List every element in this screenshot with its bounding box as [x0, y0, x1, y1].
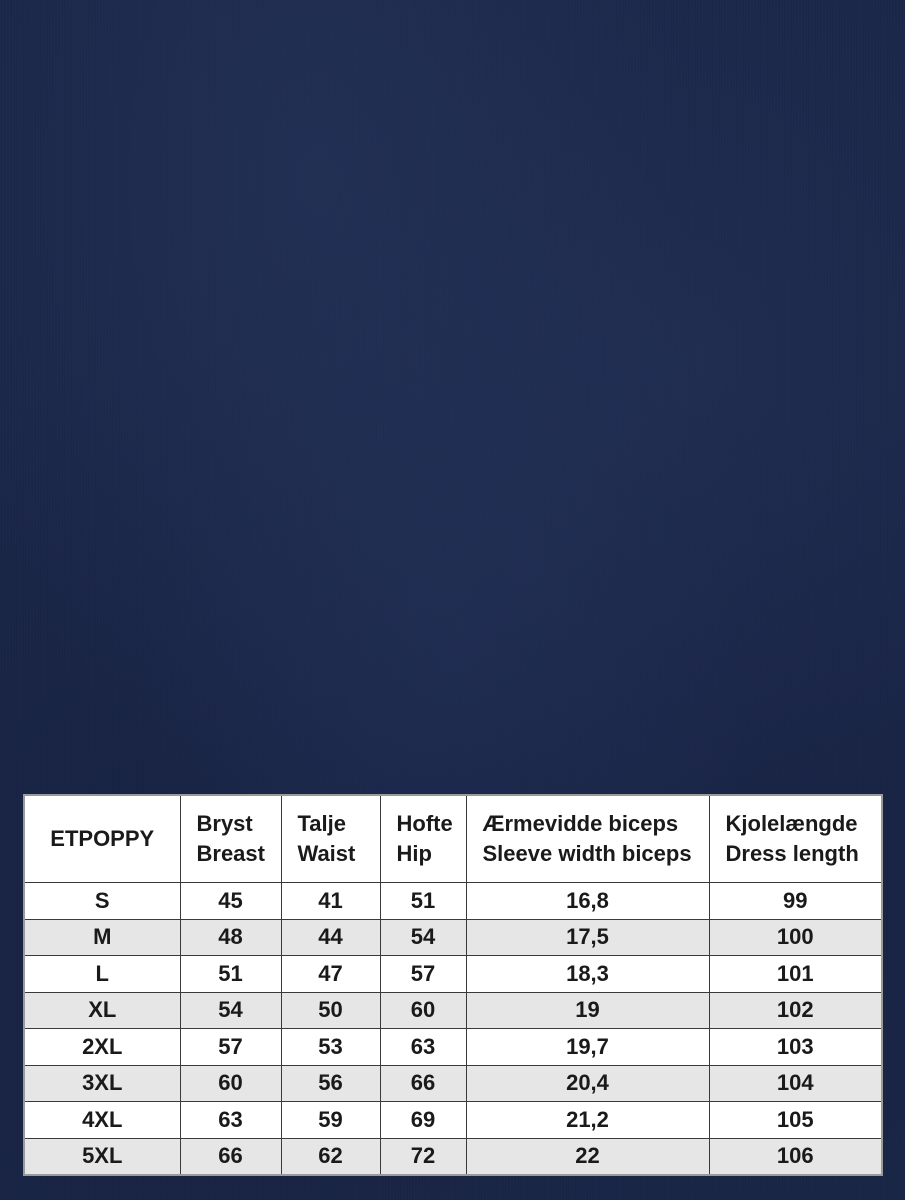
cell-sleeve-width: 22 — [466, 1138, 709, 1175]
cell-dress-length: 102 — [709, 992, 882, 1029]
cell-dress-length: 101 — [709, 956, 882, 993]
header-waist: Talje Waist — [281, 795, 380, 883]
cell-waist: 50 — [281, 992, 380, 1029]
cell-breast: 45 — [180, 883, 281, 920]
cell-size: L — [24, 956, 180, 993]
cell-breast: 63 — [180, 1102, 281, 1139]
cell-dress-length: 106 — [709, 1138, 882, 1175]
cell-size: S — [24, 883, 180, 920]
cell-dress-length: 105 — [709, 1102, 882, 1139]
cell-sleeve-width: 16,8 — [466, 883, 709, 920]
cell-breast: 48 — [180, 919, 281, 956]
cell-breast: 54 — [180, 992, 281, 1029]
cell-size: XL — [24, 992, 180, 1029]
cell-waist: 44 — [281, 919, 380, 956]
size-chart-table — [23, 794, 883, 1176]
header-dress-length: Kjolelængde Dress length — [709, 795, 882, 883]
cell-dress-length: 100 — [709, 919, 882, 956]
cell-hip: 51 — [380, 883, 466, 920]
cell-breast: 51 — [180, 956, 281, 993]
cell-hip: 57 — [380, 956, 466, 993]
cell-waist: 41 — [281, 883, 380, 920]
cell-sleeve-width: 19 — [466, 992, 709, 1029]
size-chart-header-row — [24, 795, 882, 883]
size-chart-body — [24, 883, 882, 1176]
cell-size: 2XL — [24, 1029, 180, 1066]
cell-sleeve-width: 19,7 — [466, 1029, 709, 1066]
cell-size: 5XL — [24, 1138, 180, 1175]
header-hip: Hofte Hip — [380, 795, 466, 883]
table-row — [24, 883, 882, 920]
cell-size: M — [24, 919, 180, 956]
cell-hip: 63 — [380, 1029, 466, 1066]
header-breast: Bryst Breast — [180, 795, 281, 883]
table-row — [24, 1102, 882, 1139]
cell-breast: 66 — [180, 1138, 281, 1175]
table-row — [24, 956, 882, 993]
cell-hip: 66 — [380, 1065, 466, 1102]
cell-breast: 60 — [180, 1065, 281, 1102]
table-row — [24, 1138, 882, 1175]
cell-dress-length: 103 — [709, 1029, 882, 1066]
cell-hip: 60 — [380, 992, 466, 1029]
cell-waist: 62 — [281, 1138, 380, 1175]
cell-breast: 57 — [180, 1029, 281, 1066]
cell-waist: 56 — [281, 1065, 380, 1102]
cell-hip: 72 — [380, 1138, 466, 1175]
table-row — [24, 919, 882, 956]
cell-size: 4XL — [24, 1102, 180, 1139]
cell-hip: 69 — [380, 1102, 466, 1139]
cell-hip: 54 — [380, 919, 466, 956]
cell-dress-length: 99 — [709, 883, 882, 920]
cell-sleeve-width: 20,4 — [466, 1065, 709, 1102]
table-row — [24, 1029, 882, 1066]
header-model: ETPOPPY — [24, 795, 180, 883]
cell-dress-length: 104 — [709, 1065, 882, 1102]
cell-size: 3XL — [24, 1065, 180, 1102]
cell-sleeve-width: 18,3 — [466, 956, 709, 993]
cell-waist: 59 — [281, 1102, 380, 1139]
cell-waist: 47 — [281, 956, 380, 993]
table-row — [24, 992, 882, 1029]
header-sleeve-width: Ærmevidde biceps Sleeve width biceps — [466, 795, 709, 883]
cell-waist: 53 — [281, 1029, 380, 1066]
table-row — [24, 1065, 882, 1102]
cell-sleeve-width: 17,5 — [466, 919, 709, 956]
cell-sleeve-width: 21,2 — [466, 1102, 709, 1139]
